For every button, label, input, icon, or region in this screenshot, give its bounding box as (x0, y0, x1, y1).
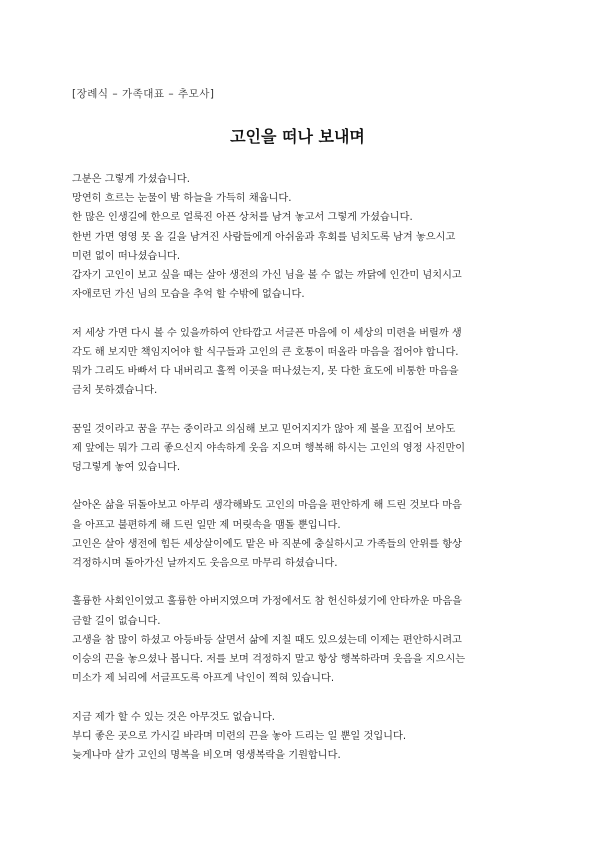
document-category: [장례식 – 가족대표 – 추모사] (72, 88, 215, 100)
text-line: 미련 없이 떠나셨습니다. (72, 250, 181, 262)
text-line: 고인은 살아 생전에 힘든 세상살이에도 맡은 바 직분에 충실하시고 가족들의 안위를 항상 (72, 538, 462, 550)
paragraph (72, 324, 526, 401)
text-line: 망연히 흐르는 눈물이 밤 하늘을 가득히 채웁니다. (72, 193, 292, 205)
text-line: 덩그렇게 놓여 있습니다. (72, 462, 181, 474)
document-title: 고인을 떠나 보내며 (230, 127, 365, 146)
text-line: 늦게나마 살가 고인의 명복을 비오며 영생복락을 기원합니다. (72, 750, 341, 762)
paragraph (72, 170, 526, 304)
paragraph (72, 496, 526, 573)
text-line: 부디 좋은 곳으로 가시길 바라며 미련의 끈을 놓아 드리는 일 뿐일 것입니다. (72, 730, 407, 742)
text-line: 뭐가 그리도 바빠서 다 내버리고 훌쩍 이곳을 떠나셨는지, 못 다한 효도에 비통한 마음을 (72, 366, 459, 378)
text-line: 살아온 삶을 뒤돌아보고 아무리 생각해봐도 고인의 마음을 편안하게 해 드린 것보다 마음 (72, 500, 462, 512)
text-line: 자애로던 가신 님의 모습을 추억 할 수밖에 없습니다. (72, 289, 305, 301)
text-line: 저 세상 가면 다시 볼 수 있을까하여 안타깝고 서글픈 마음에 이 세상의 미련을 버릴까 생 (72, 327, 462, 339)
text-line: 금치 못하겠습니다. (72, 385, 158, 397)
text-line: 지금 제가 할 수 있는 것은 아무것도 없습니다. (72, 711, 276, 723)
paragraph (72, 420, 526, 478)
text-line: 한번 가면 영영 못 올 길을 남겨진 사람들에게 아쉬움과 후회를 넘치도록 남겨 놓으시고 (72, 231, 456, 243)
text-line: 을 아프고 불편하게 해 드린 일만 제 머릿속을 맴돌 뿐입니다. (72, 519, 341, 531)
paragraph (72, 708, 526, 766)
text-line: 각도 해 보지만 책임지어야 할 식구들과 고인의 큰 호통이 떠올라 마음을 접어야 합니다. (72, 346, 459, 358)
document-body (72, 170, 526, 765)
text-line: 제 앞에는 뭐가 그리 좋으신지 야속하게 웃음 지으며 행복해 하시는 고인의 영정 사진만이 (72, 442, 466, 454)
text-line: 이승의 끈을 놓으셨나 봅니다. 저를 보며 걱정하지 말고 항상 행복하라며 웃음을 지으시는 (72, 654, 466, 666)
paragraph (72, 592, 526, 688)
text-line: 갑자기 고인이 보고 싶을 때는 살아 생전의 가신 님을 볼 수 없는 까닭에 인간미 넘치시고 (72, 270, 462, 282)
text-line: 훌륭한 사회인이였고 훌륭한 아버지였으며 가정에서도 참 헌신하셨기에 안타까운 마음을 (72, 596, 463, 608)
text-line: 꿈일 것이라고 꿈을 꾸는 중이라고 의심해 보고 믿어지지가 않아 제 볼을 꼬집어 보아도 (72, 423, 456, 435)
text-line: 고생을 참 많이 하셨고 아등바등 살면서 삶에 지칠 때도 있으셨는데 이제는 편안하시려고 (72, 634, 462, 646)
text-line: 미소가 제 뇌리에 서글프도록 아프게 낙인이 찍혀 있습니다. (72, 673, 335, 685)
text-line: 금할 길이 없습니다. (72, 615, 161, 627)
text-line: 한 많은 인생길에 한으로 얼룩진 아픈 상처를 남겨 놓고서 그렇게 가셨습니다. (72, 212, 413, 224)
text-line: 그분은 그렇게 가셨습니다. (72, 174, 190, 185)
text-line: 걱정하시며 돌아가신 날까지도 웃음으로 마무리 하셨습니다. (72, 558, 338, 570)
